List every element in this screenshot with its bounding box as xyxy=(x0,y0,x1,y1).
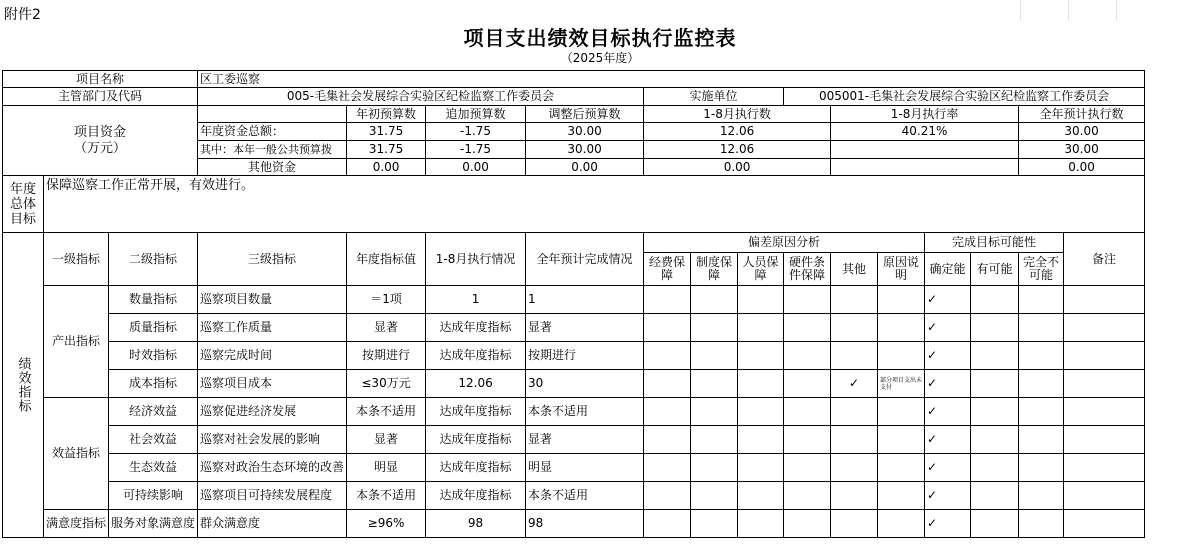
funds-row-public-label: 其中：本年一般公共预算拨 xyxy=(198,141,347,159)
level3-cell[interactable]: 巡察项目可持续发展程度 xyxy=(198,482,347,510)
funds-row-other-label: 其他资金 xyxy=(198,159,347,176)
dev-other-cell[interactable] xyxy=(831,482,878,510)
dev-cell[interactable] xyxy=(644,398,691,426)
level1-benefit: 效益指标 xyxy=(44,398,109,510)
level3-cell[interactable]: 群众满意度 xyxy=(198,510,347,538)
annual-value-cell[interactable]: ＝1项 xyxy=(347,286,426,314)
poss-certain-cell[interactable]: ✓ xyxy=(925,398,971,426)
level3-cell[interactable]: 巡察工作质量 xyxy=(198,314,347,342)
poss-certain-cell[interactable]: ✓ xyxy=(925,426,971,454)
header-dev-funding: 经费保障 xyxy=(644,253,691,286)
header-poss-impossible: 完全不可能 xyxy=(1019,253,1064,286)
header-exec: 1-8月执行情况 xyxy=(426,233,526,286)
level1-output: 产出指标 xyxy=(44,286,109,398)
poss-cell[interactable] xyxy=(1019,286,1064,314)
dev-cell[interactable] xyxy=(691,342,738,370)
funds-row-total-label: 年度资金总额： xyxy=(198,123,347,141)
dev-cell[interactable] xyxy=(644,454,691,482)
level3-cell[interactable]: 巡察对政治生态环境的改善 xyxy=(198,454,347,482)
funds-cell[interactable]: 40.21% xyxy=(831,123,1019,141)
dev-reason-cell[interactable] xyxy=(878,314,925,342)
dept-value[interactable]: 005-毛集社会发展综合实验区纪检监察工作委员会 xyxy=(198,88,644,106)
annual-value-cell[interactable]: 明显 xyxy=(347,454,426,482)
dev-cell[interactable] xyxy=(784,510,831,538)
funds-header-added: 追加预算数 xyxy=(426,106,526,123)
dev-cell[interactable] xyxy=(784,454,831,482)
forecast-cell[interactable]: 本条不适用 xyxy=(526,398,644,426)
level2-cell: 质量指标 xyxy=(109,314,198,342)
poss-certain-cell[interactable]: ✓ xyxy=(925,482,971,510)
header-possibility: 完成目标可能性 xyxy=(925,233,1064,253)
dev-cell[interactable] xyxy=(644,510,691,538)
dev-reason-cell[interactable] xyxy=(878,398,925,426)
dev-cell[interactable] xyxy=(738,286,784,314)
poss-cell[interactable] xyxy=(1019,398,1064,426)
funds-cell[interactable]: 30.00 xyxy=(526,123,644,141)
dev-reason-cell[interactable] xyxy=(878,426,925,454)
poss-cell[interactable] xyxy=(971,286,1019,314)
poss-cell[interactable] xyxy=(1019,342,1064,370)
funds-header-blank xyxy=(198,106,347,123)
funds-cell[interactable]: 0.00 xyxy=(644,159,831,176)
dev-reason-cell[interactable] xyxy=(878,286,925,314)
poss-certain-cell[interactable]: ✓ xyxy=(925,454,971,482)
page-title: 项目支出绩效目标执行监控表 xyxy=(463,26,737,50)
level3-cell[interactable]: 巡察项目数量 xyxy=(198,286,347,314)
dev-cell[interactable] xyxy=(784,482,831,510)
forecast-cell[interactable]: 1 xyxy=(526,286,644,314)
annual-value-cell[interactable]: 显著 xyxy=(347,426,426,454)
level2-cell: 服务对象满意度 xyxy=(109,510,198,538)
dev-cell[interactable] xyxy=(691,286,738,314)
forecast-cell[interactable]: 显著 xyxy=(526,426,644,454)
dev-other-cell[interactable] xyxy=(831,286,878,314)
remark-cell[interactable] xyxy=(1064,314,1145,342)
remark-cell[interactable] xyxy=(1064,398,1145,426)
dev-cell[interactable] xyxy=(738,314,784,342)
level2-cell: 社会效益 xyxy=(109,426,198,454)
project-name-label: 项目名称 xyxy=(3,71,198,88)
dev-other-cell[interactable] xyxy=(831,426,878,454)
header-dev-reason: 原因说明 xyxy=(878,253,925,286)
poss-cell[interactable] xyxy=(1019,426,1064,454)
funds-cell[interactable]: 31.75 xyxy=(347,141,426,159)
annual-goal-text[interactable]: 保障巡察工作正常开展，有效进行。 xyxy=(44,176,1145,233)
dev-cell[interactable] xyxy=(691,454,738,482)
funds-header-initial: 年初预算数 xyxy=(347,106,426,123)
header-dev-staff: 人员保障 xyxy=(738,253,784,286)
annual-value-cell[interactable]: 本条不适用 xyxy=(347,482,426,510)
funds-cell[interactable]: 0.00 xyxy=(1019,159,1145,176)
project-name-value[interactable]: 区工委巡察 xyxy=(198,71,1145,88)
exec-cell[interactable]: 达成年度指标 xyxy=(426,454,526,482)
poss-cell[interactable] xyxy=(971,398,1019,426)
remark-cell[interactable] xyxy=(1064,510,1145,538)
remark-cell[interactable] xyxy=(1064,370,1145,398)
perf-indicators-text: 绩效指标 xyxy=(15,357,31,413)
dev-cell[interactable] xyxy=(691,482,738,510)
annual-value-cell[interactable]: 按期进行 xyxy=(347,342,426,370)
level2-cell: 成本指标 xyxy=(109,370,198,398)
dev-cell[interactable] xyxy=(784,342,831,370)
exec-cell[interactable]: 达成年度指标 xyxy=(426,314,526,342)
level2-cell: 经济效益 xyxy=(109,398,198,426)
poss-cell[interactable] xyxy=(971,314,1019,342)
dev-cell[interactable] xyxy=(738,510,784,538)
page-subtitle: （2025年度） xyxy=(560,51,640,65)
forecast-cell[interactable]: 本条不适用 xyxy=(526,482,644,510)
funds-label-line1: 项目资金 xyxy=(74,124,127,140)
dev-other-cell[interactable] xyxy=(831,314,878,342)
dev-cell[interactable] xyxy=(738,370,784,398)
dev-cell[interactable] xyxy=(784,426,831,454)
exec-cell[interactable]: 达成年度指标 xyxy=(426,426,526,454)
poss-cell[interactable] xyxy=(971,510,1019,538)
dev-cell[interactable] xyxy=(691,398,738,426)
funds-label-line2: （万元） xyxy=(74,140,127,156)
dev-cell[interactable] xyxy=(691,314,738,342)
dev-cell[interactable] xyxy=(738,426,784,454)
poss-cell[interactable] xyxy=(971,370,1019,398)
level3-cell[interactable]: 巡察对社会发展的影响 xyxy=(198,426,347,454)
level1-satisfaction: 满意度指标 xyxy=(44,510,109,538)
dev-other-cell[interactable] xyxy=(831,342,878,370)
funds-cell[interactable]: 30.00 xyxy=(1019,141,1145,159)
funds-cell[interactable] xyxy=(831,159,1019,176)
funds-header-forecast: 全年预计执行数 xyxy=(1019,106,1145,123)
exec-cell[interactable]: 达成年度指标 xyxy=(426,342,526,370)
header-poss-possible: 有可能 xyxy=(971,253,1019,286)
funds-cell[interactable]: 31.75 xyxy=(347,123,426,141)
level2-cell: 数量指标 xyxy=(109,286,198,314)
header-deviation: 偏差原因分析 xyxy=(644,233,925,253)
poss-cell[interactable] xyxy=(1019,454,1064,482)
dev-cell[interactable] xyxy=(738,398,784,426)
exec-cell[interactable]: 1 xyxy=(426,286,526,314)
dev-reason-cell[interactable] xyxy=(878,482,925,510)
dev-other-cell[interactable] xyxy=(831,510,878,538)
header-dev-other: 其他 xyxy=(831,253,878,286)
funds-cell[interactable]: 30.00 xyxy=(1019,123,1145,141)
funds-cell[interactable] xyxy=(831,141,1019,159)
annual-value-cell[interactable]: 显著 xyxy=(347,314,426,342)
level2-cell: 时效指标 xyxy=(109,342,198,370)
level3-cell[interactable]: 巡察项目成本 xyxy=(198,370,347,398)
dev-cell[interactable] xyxy=(691,370,738,398)
unit-label: 实施单位 xyxy=(644,88,784,106)
dev-cell[interactable] xyxy=(644,314,691,342)
funds-header-exec: 1-8月执行数 xyxy=(644,106,831,123)
dev-other-cell[interactable] xyxy=(831,454,878,482)
exec-cell[interactable]: 达成年度指标 xyxy=(426,482,526,510)
annual-value-cell[interactable]: ≥96% xyxy=(347,510,426,538)
poss-cell[interactable] xyxy=(971,342,1019,370)
level3-cell[interactable]: 巡察完成时间 xyxy=(198,342,347,370)
dev-reason-cell[interactable] xyxy=(878,510,925,538)
poss-cell[interactable] xyxy=(1019,314,1064,342)
level3-cell[interactable]: 巡察促进经济发展 xyxy=(198,398,347,426)
poss-certain-cell[interactable]: ✓ xyxy=(925,314,971,342)
header-level3: 三级指标 xyxy=(198,233,347,286)
forecast-cell[interactable]: 98 xyxy=(526,510,644,538)
exec-cell[interactable]: 达成年度指标 xyxy=(426,398,526,426)
funds-cell[interactable]: -1.75 xyxy=(426,123,526,141)
annual-value-cell[interactable]: 本条不适用 xyxy=(347,398,426,426)
header-level1: 一级指标 xyxy=(44,233,109,286)
dev-other-cell[interactable]: ✓ xyxy=(831,370,878,398)
annual-value-cell[interactable]: ≤30万元 xyxy=(347,370,426,398)
dev-reason-cell[interactable] xyxy=(878,342,925,370)
forecast-cell[interactable]: 明显 xyxy=(526,454,644,482)
header-dev-hardware: 硬件条件保障 xyxy=(784,253,831,286)
funds-cell[interactable]: 12.06 xyxy=(644,123,831,141)
poss-cell[interactable] xyxy=(971,426,1019,454)
poss-certain-cell[interactable]: ✓ xyxy=(925,286,971,314)
funds-cell[interactable]: 12.06 xyxy=(644,141,831,159)
exec-cell[interactable]: 98 xyxy=(426,510,526,538)
level2-cell: 生态效益 xyxy=(109,454,198,482)
dev-cell[interactable] xyxy=(784,398,831,426)
perf-indicators-label xyxy=(3,233,44,538)
dev-cell[interactable] xyxy=(691,510,738,538)
dev-cell[interactable] xyxy=(644,342,691,370)
poss-cell[interactable] xyxy=(971,454,1019,482)
dev-cell[interactable] xyxy=(784,286,831,314)
exec-cell[interactable]: 12.06 xyxy=(426,370,526,398)
dev-cell[interactable] xyxy=(738,482,784,510)
dev-cell[interactable] xyxy=(691,426,738,454)
funds-cell[interactable]: -1.75 xyxy=(426,141,526,159)
dev-other-cell[interactable] xyxy=(831,398,878,426)
header-remark: 备注 xyxy=(1064,233,1145,286)
dev-cell[interactable] xyxy=(644,286,691,314)
unit-value[interactable]: 005001-毛集社会发展综合实验区纪检监察工作委员会 xyxy=(784,88,1145,106)
poss-certain-cell[interactable]: ✓ xyxy=(925,370,971,398)
poss-cell[interactable] xyxy=(1019,510,1064,538)
funds-cell[interactable]: 0.00 xyxy=(526,159,644,176)
funds-cell[interactable]: 0.00 xyxy=(347,159,426,176)
funds-header-adjusted: 调整后预算数 xyxy=(526,106,644,123)
poss-cell[interactable] xyxy=(1019,370,1064,398)
poss-cell[interactable] xyxy=(1019,482,1064,510)
remark-cell[interactable] xyxy=(1064,482,1145,510)
remark-cell[interactable] xyxy=(1064,286,1145,314)
header-dev-system: 制度保障 xyxy=(691,253,738,286)
poss-certain-cell[interactable]: ✓ xyxy=(925,510,971,538)
dev-cell[interactable] xyxy=(644,426,691,454)
dev-cell[interactable] xyxy=(784,370,831,398)
header-forecast: 全年预计完成情况 xyxy=(526,233,644,286)
funds-cell[interactable]: 0.00 xyxy=(426,159,526,176)
header-level2: 二级指标 xyxy=(109,233,198,286)
poss-cell[interactable] xyxy=(971,482,1019,510)
dev-cell[interactable] xyxy=(644,370,691,398)
dept-label: 主管部门及代码 xyxy=(3,88,198,106)
forecast-cell[interactable]: 按期进行 xyxy=(526,342,644,370)
annual-goal-label: 年度总体目标 xyxy=(3,176,44,233)
dev-cell[interactable] xyxy=(644,482,691,510)
dev-reason-cell[interactable] xyxy=(878,454,925,482)
forecast-cell[interactable]: 显著 xyxy=(526,314,644,342)
attachment-label: 附件2 xyxy=(4,7,41,23)
forecast-cell[interactable]: 30 xyxy=(526,370,644,398)
remark-cell[interactable] xyxy=(1064,342,1145,370)
remark-cell[interactable] xyxy=(1064,454,1145,482)
dev-cell[interactable] xyxy=(738,454,784,482)
dev-reason-cell[interactable]: 部分项目支出未支付 xyxy=(878,370,925,398)
dev-cell[interactable] xyxy=(784,314,831,342)
poss-certain-cell[interactable]: ✓ xyxy=(925,342,971,370)
funds-label xyxy=(3,106,198,176)
dev-cell[interactable] xyxy=(738,342,784,370)
funds-header-rate: 1-8月执行率 xyxy=(831,106,1019,123)
monitor-table xyxy=(2,70,1145,538)
header-annual-value: 年度指标值 xyxy=(347,233,426,286)
funds-cell[interactable]: 30.00 xyxy=(526,141,644,159)
header-poss-certain: 确定能 xyxy=(925,253,971,286)
level2-cell: 可持续影响 xyxy=(109,482,198,510)
remark-cell[interactable] xyxy=(1064,426,1145,454)
